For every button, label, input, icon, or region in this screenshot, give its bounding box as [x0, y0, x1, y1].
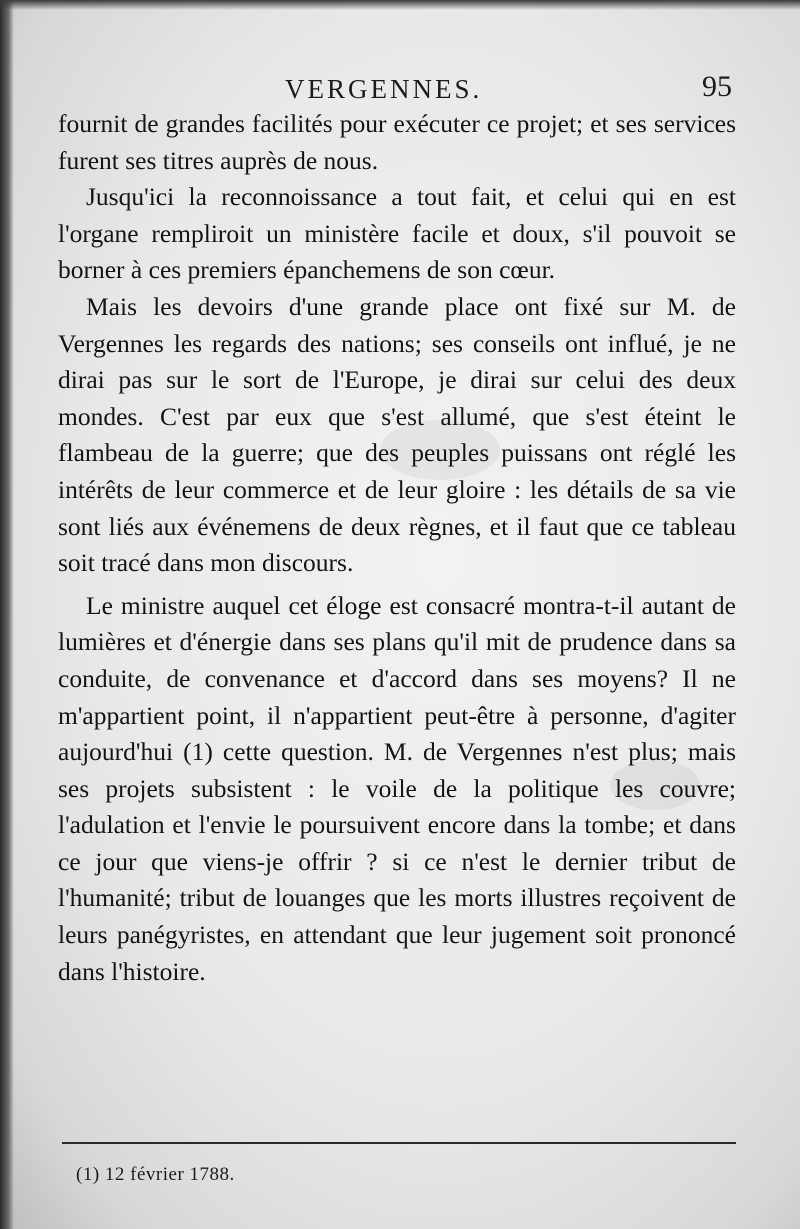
paragraph: Mais les devoirs d'une grande place ont fixé sur M. de Vergennes les regards des nations; ses conseils ont influé, je ne dirai pas sur le sort de l'Europe, je dirai sur celui des deux mondes. C'est par eux que s'est allumé, que s'est éteint le flambeau de la guerre; que des peuples puissans ont réglé les intérêts de leur commerce et de leur gloire : les détails de sa vie sont liés aux événemens de deux règnes, et il faut que ce tableau soit tracé dans mon discours.	[58, 291, 736, 578]
running-head: VERGENNES.	[285, 74, 483, 104]
page-header	[0, 70, 800, 110]
body-text	[58, 106, 736, 990]
page-shadow-top	[0, 0, 800, 10]
footnote-rule	[62, 1142, 736, 1144]
page-number: 95	[702, 70, 732, 103]
page-shadow-left	[0, 0, 14, 1229]
paragraph: Jusqu'ici la reconnoissance a tout fait, et celui qui en est l'organe rempliroit un ministère facile et doux, s'il pouvoit se borner à ces premiers épanchemens de son cœur.	[58, 182, 736, 285]
footnote: (1) 12 février 1788.	[76, 1164, 235, 1185]
paragraph: Le ministre auquel cet éloge est consacré montra-t-il autant de lumières et d'énergie dans ses plans qu'il mit de prudence dans sa conduite, de convenance et d'accord dans ses moyens? Il ne m'appartient point, il n'appartient peut-être à personne, d'agiter aujourd'hui (1) cette question. M. de Vergennes n'est plus; mais ses projets subsistent : le voile de la politique les couvre; l'adulation et l'envie le poursuivent encore dans la tombe; et dans ce jour que viens-je offrir ? si ce n'est le dernier tribut de l'humanité; tribut de louanges que les morts illustres reçoivent de leurs panégyristes, en attendant que leur jugement soit prononcé dans l'histoire.	[58, 590, 736, 986]
paragraph: fournit de grandes facilités pour exécuter ce projet; et ses services furent ses titres auprès de nous.	[58, 109, 736, 175]
